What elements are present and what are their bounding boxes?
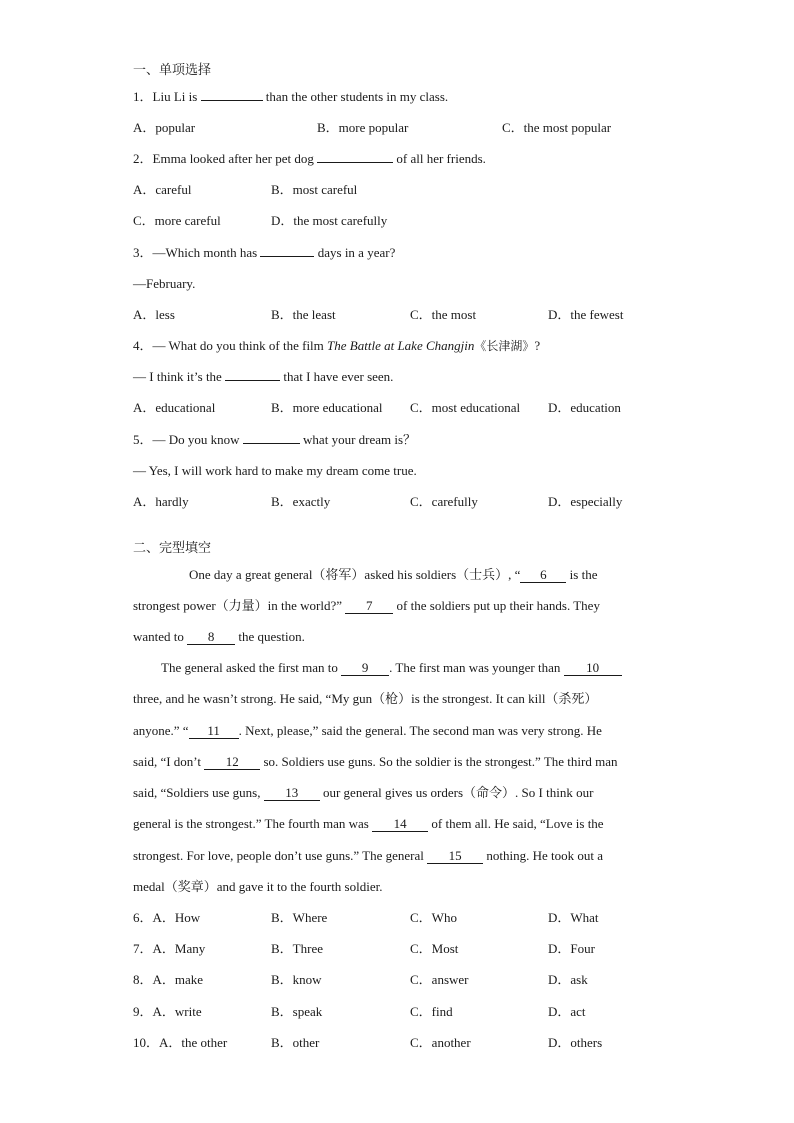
passage-text: anyone.” “	[133, 723, 189, 738]
passage-line: medal（奖章）and gave it to the fourth soldier.	[133, 879, 383, 894]
question-5	[133, 431, 416, 449]
option-c[interactable]: C．carefully	[410, 494, 478, 509]
cloze-blank-10[interactable]: 10	[564, 660, 622, 676]
question-text: Liu Li is	[152, 89, 201, 104]
film-title: The Battle at Lake Changjin	[327, 338, 475, 353]
option-a[interactable]	[133, 1003, 202, 1021]
passage-text: said, “Soldiers use guns,	[133, 785, 264, 800]
passage-text: The general asked the first man to	[161, 660, 342, 675]
option-b[interactable]: B．know	[271, 972, 322, 987]
question-text: Emma looked after her pet dog	[152, 151, 318, 166]
option-b[interactable]: B．Three	[271, 941, 323, 956]
option-text: A．How	[152, 910, 201, 925]
cloze-blank-7[interactable]: 7	[345, 598, 393, 614]
answer-blank[interactable]	[225, 380, 280, 381]
option-d[interactable]: D．ask	[548, 972, 588, 987]
cloze-blank-13[interactable]: 13	[264, 785, 320, 801]
section-heading-single-choice: 一、单项选择	[133, 63, 212, 78]
option-b[interactable]: B．more educational	[271, 400, 383, 415]
passage-line	[133, 753, 617, 771]
passage-text: strongest power（力量）in the world?”	[133, 598, 346, 613]
option-c[interactable]: C．Most	[410, 941, 459, 956]
cloze-blank-12[interactable]: 12	[204, 754, 260, 770]
question-text: days in a year?	[314, 245, 396, 260]
passage-line	[133, 847, 603, 865]
passage-line	[133, 628, 305, 646]
cloze-blank-9[interactable]: 9	[341, 660, 389, 676]
question-4	[133, 337, 540, 355]
option-c[interactable]: C．another	[410, 1035, 471, 1050]
option-a[interactable]: A．hardly	[133, 494, 189, 509]
question-number: 1．	[133, 89, 153, 104]
question-number: 3．	[133, 245, 153, 260]
cloze-blank-11[interactable]: 11	[189, 723, 239, 739]
question-text: that I have ever seen.	[280, 369, 394, 384]
option-a[interactable]: A．careful	[133, 182, 192, 197]
option-a[interactable]: A．popular	[133, 120, 196, 135]
passage-text: strongest. For love, people don’t use guns.” The general	[133, 848, 428, 863]
dialogue-answer: — Yes, I will work hard to make my dream come true.	[133, 463, 417, 478]
option-a[interactable]	[133, 909, 200, 927]
passage-text: . The first man was younger than	[389, 660, 564, 675]
passage-text: so. Soldiers use guns. So the soldier is the strongest.” The third man	[260, 754, 618, 769]
film-title-chinese: 《长津湖》	[474, 339, 535, 353]
passage-line	[133, 815, 604, 833]
question-number: 9．	[133, 1004, 153, 1019]
option-c[interactable]: C．more careful	[133, 213, 221, 228]
option-c[interactable]: C．Who	[410, 910, 457, 925]
option-d[interactable]: D．especially	[548, 494, 623, 509]
question-number: 6．	[133, 910, 153, 925]
passage-text: wanted to	[133, 629, 188, 644]
option-a[interactable]	[133, 940, 205, 958]
answer-blank[interactable]	[317, 162, 393, 163]
passage-text: general is the strongest.” The fourth man was	[133, 816, 373, 831]
passage-line	[189, 566, 597, 584]
option-c[interactable]: C．find	[410, 1004, 453, 1019]
passage-text: One day a great general（将军）asked his soldiers（士兵）, “	[189, 567, 521, 582]
passage-line	[133, 597, 600, 615]
question-text: than the other students in my class.	[262, 89, 449, 104]
passage-line: three, and he wasn’t strong. He said, “My gun（枪）is the strongest. It can kill（杀死）	[133, 691, 598, 706]
option-d[interactable]: D．Four	[548, 941, 595, 956]
cloze-blank-15[interactable]: 15	[427, 848, 483, 864]
option-d[interactable]: D．What	[548, 910, 599, 925]
passage-text: nothing. He took out a	[483, 848, 604, 863]
passage-text: is the	[566, 567, 598, 582]
passage-text: . Next, please,” said the general. The second man was very strong. He	[238, 723, 602, 738]
question-text: ?	[534, 338, 541, 353]
question-text: — What do you think of the film	[152, 338, 328, 353]
question-number: 4．	[133, 338, 153, 353]
option-d[interactable]: D．act	[548, 1004, 586, 1019]
cloze-blank-8[interactable]: 8	[187, 629, 235, 645]
option-d[interactable]: D．the fewest	[548, 307, 624, 322]
option-c[interactable]: C．most educational	[410, 400, 521, 415]
section-heading-cloze: 二、完型填空	[133, 541, 212, 556]
option-d[interactable]: D．education	[548, 400, 621, 415]
question-3	[133, 244, 395, 262]
option-b[interactable]: B．the least	[271, 307, 336, 322]
question-text: of all her friends.	[393, 151, 486, 166]
question-text: — Do you know	[152, 432, 243, 447]
option-text: A．write	[152, 1004, 202, 1019]
option-b[interactable]: B．Where	[271, 910, 328, 925]
option-text: A．the other	[159, 1035, 228, 1050]
question-number: 2．	[133, 151, 153, 166]
option-a[interactable]	[133, 1034, 227, 1052]
option-c[interactable]: C．the most	[410, 307, 477, 322]
option-a[interactable]	[133, 971, 203, 989]
question-text: what your dream is？	[299, 432, 417, 447]
passage-line	[133, 722, 602, 740]
option-a[interactable]: A．less	[133, 307, 175, 322]
passage-text: of them all. He said, “Love is the	[428, 816, 604, 831]
dialogue-answer: —February.	[133, 276, 196, 291]
option-text: A．Many	[152, 941, 206, 956]
option-d[interactable]: D．the most carefully	[271, 213, 388, 228]
cloze-blank-14[interactable]: 14	[372, 816, 428, 832]
question-1	[133, 88, 448, 106]
question-2	[133, 150, 486, 168]
question-text: —Which month has	[152, 245, 261, 260]
question-number: 7．	[133, 941, 153, 956]
option-c[interactable]: C．answer	[410, 972, 469, 987]
option-b[interactable]: B．exactly	[271, 494, 331, 509]
option-b[interactable]: B．other	[271, 1035, 320, 1050]
passage-text: our general gives us orders（命令）. So I think our	[319, 785, 594, 800]
question-number: 8．	[133, 972, 153, 987]
option-text: A．make	[152, 972, 204, 987]
option-b[interactable]: B．most careful	[271, 182, 358, 197]
option-a[interactable]: A．educational	[133, 400, 216, 415]
answer-blank[interactable]	[243, 443, 300, 444]
passage-text: said, “I don’t	[133, 754, 205, 769]
answer-blank[interactable]	[260, 256, 314, 257]
question-number: 5．	[133, 432, 153, 447]
option-b[interactable]: B．more popular	[317, 120, 409, 135]
question-4-line-2	[133, 368, 393, 386]
passage-line	[133, 784, 593, 802]
option-c[interactable]: C．the most popular	[502, 120, 612, 135]
answer-blank[interactable]	[201, 100, 263, 101]
passage-text: the question.	[235, 629, 305, 644]
passage-text: of the soldiers put up their hands. They	[393, 598, 600, 613]
passage-line	[161, 659, 622, 677]
question-text: — I think it’s the	[133, 369, 226, 384]
cloze-blank-6[interactable]: 6	[520, 567, 566, 583]
option-d[interactable]: D．others	[548, 1035, 603, 1050]
option-b[interactable]: B．speak	[271, 1004, 323, 1019]
question-number: 10．	[133, 1035, 160, 1050]
